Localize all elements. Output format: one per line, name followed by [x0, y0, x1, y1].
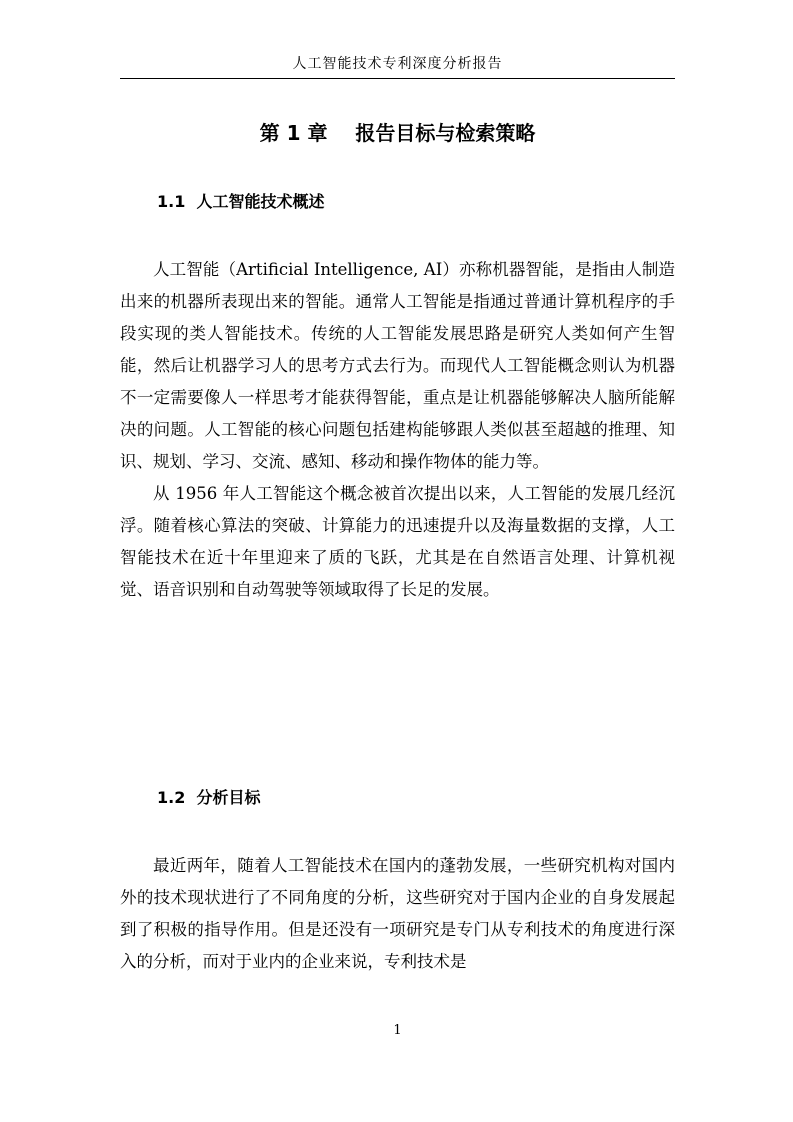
- paragraph: 从 1956 年人工智能这个概念被首次提出以来，人工智能的发展几经沉浮。随着核心算法的突破、计算能力的迅速提升以及海量数据的支撑，人工智能技术在近十年里迎来了质的飞跃，尤其是在自然语言处理、计算机视觉、语音识别和自动驾驶等领域取得了长足的发展。: [120, 484, 675, 599]
- header-divider: [120, 78, 675, 79]
- chapter-title: 第 1 章 报告目标与检索策略: [259, 121, 536, 145]
- page-number: 1: [393, 1023, 402, 1038]
- paragraph: 最近两年，随着人工智能技术在国内的蓬勃发展，一些研究机构对国内外的技术现状进行了不同角度的分析，这些研究对于国内企业的自身发展起到了积极的指导作用。但是还没有一项研究是专门从专利技术的角度进行深入的分析，而对于业内的企业来说，专利技术是: [120, 856, 675, 971]
- running-header: 人工智能技术专利深度分析报告: [292, 56, 503, 72]
- paragraph: 人工智能（Artificial Intelligence, AI）亦称机器智能，是指由人制造出来的机器所表现出来的智能。通常人工智能是指通过普通计算机程序的手段实现的类人智能技术。传统的人工智能发展思路是研究人类如何产生智能，然后让机器学习人的思考方式去行为。而现代人工智能概念则认为机器不一定需要像人一样思考才能获得智能，重点是让机器能够解决人脑所能解决的问题。人工智能的核心问题包括建构能够跟人类似甚至超越的推理、知识、规划、学习、交流、感知、移动和操作物体的能力等。: [120, 260, 675, 471]
- section-heading-1-1: 1.1 人工智能技术概述: [157, 192, 325, 211]
- section-1-1-body: [120, 254, 675, 606]
- section-1-2-body: [120, 850, 675, 978]
- section-heading-1-2: 1.2 分析目标: [157, 788, 261, 807]
